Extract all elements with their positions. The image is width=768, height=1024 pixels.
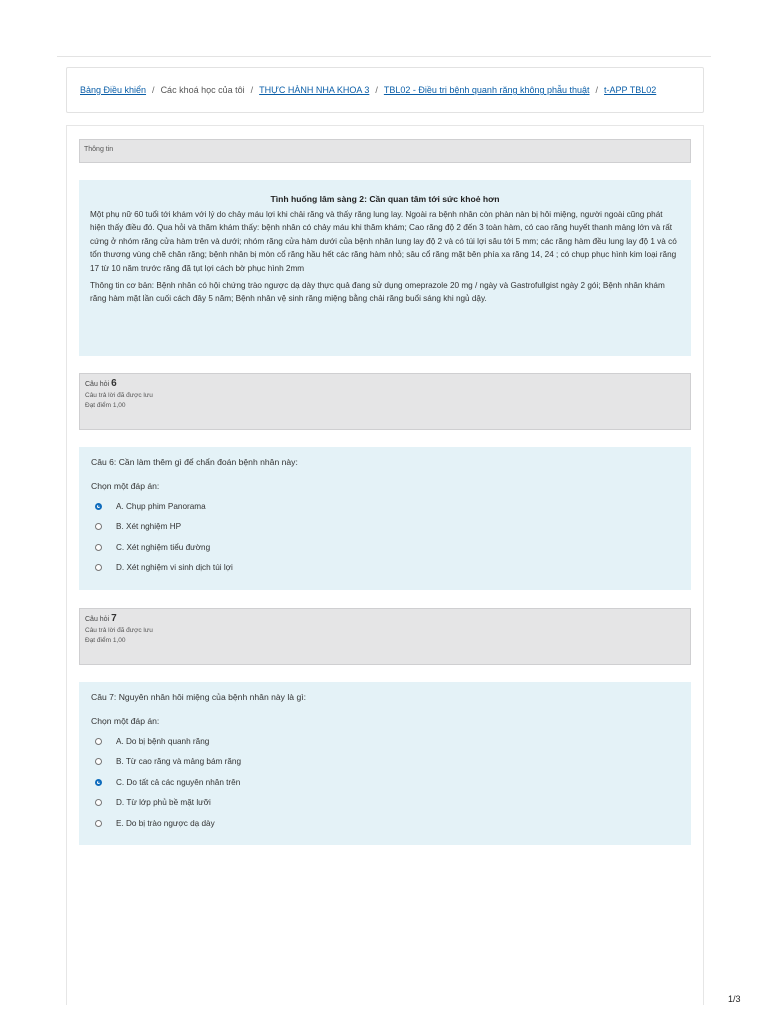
radio-button[interactable] xyxy=(95,523,102,530)
question-number: 6 xyxy=(111,378,117,389)
radio-button[interactable] xyxy=(95,564,102,571)
radio-button-checked[interactable] xyxy=(95,779,102,786)
answer-option[interactable] xyxy=(91,558,679,579)
page-number: 1/3 xyxy=(728,994,741,1004)
breadcrumb-section-link[interactable]: TBL02 - Điều trị bệnh quanh răng không phẫu thuật xyxy=(383,85,590,95)
answer-option[interactable] xyxy=(91,813,679,834)
question-score: Đạt điểm 1,00 xyxy=(85,637,126,644)
option-label: D. Xét nghiệm vi sinh dịch túi lợi xyxy=(116,563,233,573)
case-background-info: Thông tin cơ bản: Bệnh nhân có hội chứng trào ngược dạ dày thực quả đang sử dụng omeprazole 20 mg / ngày và Gastrofullgist ngày 2 gói; Bệnh nhân khám răng hàm mặt lần cuối cách đây 5 năm; Bệnh nhân vệ sinh răng miệng bằng chải răng buổi sáng khi ngủ dậy. xyxy=(90,281,665,304)
breadcrumb-course-link[interactable]: THỰC HÀNH NHA KHOA 3 xyxy=(259,85,370,95)
option-label: B. Từ cao răng và mảng bám răng xyxy=(116,757,242,767)
question-status: Câu trả lời đã được lưu xyxy=(85,627,153,634)
clinical-case-box xyxy=(79,180,691,356)
answer-option[interactable] xyxy=(91,793,679,814)
option-label: A. Do bị bệnh quanh răng xyxy=(116,736,210,746)
question-text: Câu 7: Nguyên nhân hôi miệng của bệnh nhân này là gì: xyxy=(91,692,306,702)
breadcrumb-dashboard-link[interactable]: Bảng Điều khiển xyxy=(80,85,147,95)
question-status: Câu trả lời đã được lưu xyxy=(85,392,153,399)
question-label: Câu hỏi xyxy=(85,616,110,623)
breadcrumb-separator: / xyxy=(152,85,155,95)
radio-button[interactable] xyxy=(95,758,102,765)
breadcrumb-separator: / xyxy=(375,85,378,95)
answer-prompt: Chọn một đáp án: xyxy=(91,716,160,726)
case-title: Tình huống lâm sàng 2: Cần quan tâm tới sức khoẻ hơn xyxy=(270,194,500,204)
question-label: Câu hỏi xyxy=(85,381,110,388)
answer-option[interactable] xyxy=(91,731,679,752)
radio-button-checked[interactable] xyxy=(95,503,102,510)
option-label: D. Từ lớp phủ bề mặt lưỡi xyxy=(116,798,211,808)
question-7-box xyxy=(79,682,691,845)
option-label: C. Do tất cả các nguyên nhân trên xyxy=(116,777,241,787)
answer-option[interactable] xyxy=(91,496,679,517)
question-number-label xyxy=(85,378,685,389)
option-label: E. Do bị trào ngược dạ dày xyxy=(116,818,215,828)
option-label: C. Xét nghiệm tiểu đường xyxy=(116,542,211,552)
option-label: B. Xét nghiệm HP xyxy=(116,522,182,532)
radio-button[interactable] xyxy=(95,820,102,827)
option-label: A. Chụp phim Panorama xyxy=(116,501,206,511)
breadcrumb-quiz-link[interactable]: t-APP TBL02 xyxy=(604,85,657,95)
question-info-6 xyxy=(79,373,691,430)
question-number: 7 xyxy=(111,613,117,624)
answer-option[interactable] xyxy=(91,537,679,558)
case-description: Một phụ nữ 60 tuổi tới khám với lý do chảy máu lợi khi chải răng và thấy răng lung lay. Ngoài ra bệnh nhân còn phàn nàn bị hôi miệng, người ngoài cũng phát hiện thấy điều đó. Qua hỏi và thăm khám thấy: bệnh nhân có chảy máu khi thăm khám; Cao răng độ 2 đến 3 toàn hàm, có cao răng huyết thanh mảng lớn và rất cứng ở nhóm răng cửa hàm trên và dưới; nhóm răng cửa hàm dưới của bệnh nhân lung lay độ 2 và có túi lợi sâu tới 5 mm; các răng hàm đều lung lay độ 1 và có tổn thương vùng chẽ chân răng; bệnh nhân bị mòn cổ răng hầu hết các răng hàm nhỏ; sâu cổ răng mặt bên phía xa răng 14, 24 ; có chụp phục hình kim loại răng 17 từ 10 năm trước răng đã tụt lợi cách bờ phục hình 2mm xyxy=(90,210,677,273)
question-number-label xyxy=(85,613,685,624)
radio-button[interactable] xyxy=(95,738,102,745)
radio-button[interactable] xyxy=(95,799,102,806)
top-divider xyxy=(57,56,711,57)
breadcrumb-separator: / xyxy=(595,85,599,95)
question-score: Đạt điểm 1,00 xyxy=(85,402,126,409)
breadcrumb-separator: / xyxy=(250,85,254,95)
info-bar: Thông tin xyxy=(79,139,691,163)
breadcrumb-my-courses: Các khoá học của tôi xyxy=(160,85,245,95)
radio-button[interactable] xyxy=(95,544,102,551)
answer-option[interactable] xyxy=(91,772,679,793)
answer-option[interactable] xyxy=(91,517,679,538)
question-text: Câu 6: Cần làm thêm gì để chẩn đoán bệnh nhân này: xyxy=(91,457,298,467)
answer-prompt: Chọn một đáp án: xyxy=(91,481,160,491)
question-info-7 xyxy=(79,608,691,665)
breadcrumb xyxy=(66,67,704,113)
question-6-box xyxy=(79,447,691,590)
answer-option[interactable] xyxy=(91,752,679,773)
